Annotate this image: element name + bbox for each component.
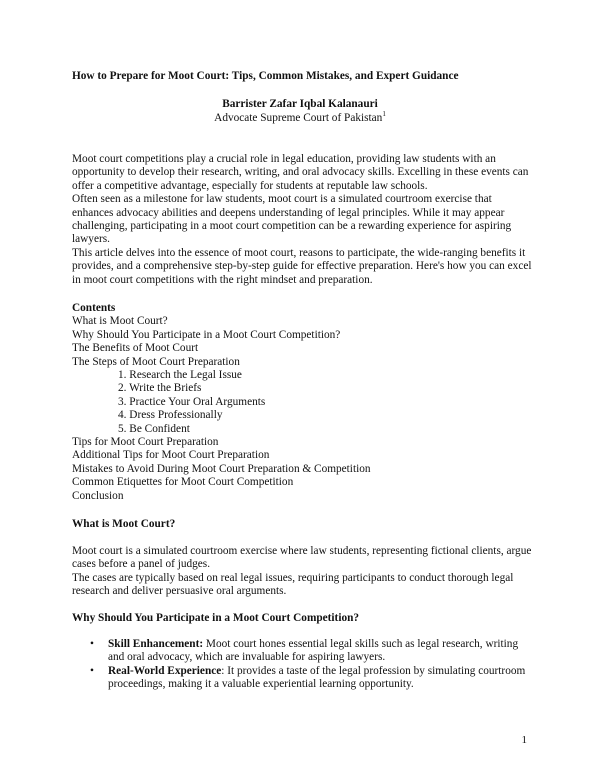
affiliation-text: Advocate Supreme Court of Pakistan [214,112,383,124]
bullet-icon: • [90,664,94,677]
body-paragraph: Moot court is a simulated courtroom exercise where law students, representing fictional clients, argue cases before a panel of judges. [72,545,532,571]
toc-link-step-oral-arguments[interactable]: 3. Practice Your Oral Arguments [118,395,266,408]
author-name: Barrister Zafar Iqbal Kalanauri [222,98,378,110]
toc-link-step-dress[interactable]: 4. Dress Professionally [118,409,223,422]
footnote-marker[interactable]: 1 [382,110,386,119]
list-item [72,638,532,665]
section-what-body [72,545,532,599]
intro-paragraph: Moot court competitions play a crucial role in legal education, providing law students with an opportunity to develop their research, writing, and oral advocacy skills. Excelling in these events can offer a competitive advantage, especially for students at reputable law schools. [72,153,529,192]
page-number: 1 [521,734,527,746]
section-heading: Why Should You Participate in a Moot Court Competition? [72,612,360,624]
section-why-participate [72,612,532,625]
toc-link-step-briefs[interactable]: 2. Write the Briefs [118,382,202,395]
bullet-term: Real-World Experience [108,664,222,677]
section-heading: What is Moot Court? [72,518,176,530]
intro-paragraph: Often seen as a milestone for law students, moot court is a simulated courtroom exercise that enhances advocacy abilities and deepens understanding of legal principles. While it may appear challenging, participating in a moot court competition can be a rewarding experience for aspiring lawyers. [72,193,512,246]
toc-link-additional-tips[interactable]: Additional Tips for Moot Court Preparation [72,449,270,462]
section-what-is-moot-court [72,518,532,531]
why-bullet-list [72,638,532,692]
intro-paragraph: This article delves into the essence of moot court, reasons to participate, the wide-ranging benefits it provides, and a comprehensive step-by-step guide for effective preparation. Here's how you can excel in moot court competitions with the right mindset and preparation. [72,246,532,286]
toc-link-what-is-moot-court[interactable]: What is Moot Court? [72,315,168,328]
bullet-term: Skill Enhancement: [108,638,204,650]
toc-link-mistakes[interactable]: Mistakes to Avoid During Moot Court Preparation & Competition [72,462,371,475]
toc-link-etiquettes[interactable]: Common Etiquettes for Moot Court Competition [72,476,294,489]
body-paragraph: The cases are typically based on real legal issues, requiring participants to conduct thorough legal research and deliver persuasive oral arguments. [72,571,514,598]
bullet-icon: • [90,638,94,650]
bullet-text: : It provides a taste of the legal profession by simulating courtroom proceedings, making it a valuable experiential learning opportunity. [108,664,526,691]
toc-link-step-confident[interactable]: 5. Be Confident [118,422,190,435]
contents-heading: Contents [72,302,116,314]
list-item [72,665,532,692]
toc-link-steps[interactable]: The Steps of Moot Court Preparation [72,355,240,368]
toc-link-step-research[interactable]: 1. Research the Legal Issue [118,369,242,382]
bullet-text: Moot court hones essential legal skills such as legal research, writing and oral advocacy, which are invaluable for aspiring lawyers. [108,638,519,664]
table-of-contents [72,302,532,503]
intro-section [72,153,532,287]
toc-link-conclusion[interactable]: Conclusion [72,489,124,502]
author-affiliation [0,112,600,125]
toc-link-tips[interactable]: Tips for Moot Court Preparation [72,436,219,449]
toc-link-benefits[interactable]: The Benefits of Moot Court [72,342,199,355]
document-title: How to Prepare for Moot Court: Tips, Common Mistakes, and Expert Guidance [72,70,459,82]
toc-link-why-participate[interactable]: Why Should You Participate in a Moot Court Competition? [72,328,341,341]
